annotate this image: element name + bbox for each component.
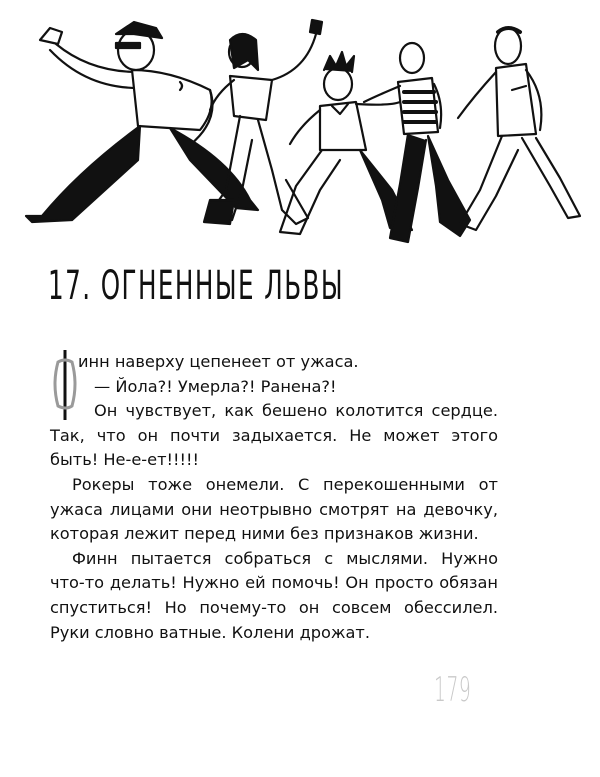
paragraph: инн наверху цепенеет от ужаса. xyxy=(78,352,359,371)
rocker-figure-4 xyxy=(364,43,470,242)
paragraph: Финн пытается собраться с мыслями. Нужно что-то делать! Нужно ей помочь! Он просто обязан спуститься! Но почему-то он совсем обессилел. Руки словно ватные. Колени дрожат. xyxy=(50,548,498,642)
rocker-figure-3 xyxy=(280,52,412,234)
paragraph: Он чувствует, как бешено колотится сердце. Так, что он почти задыхается. Не может этого быть! Не-е-ет!!!!! xyxy=(50,401,498,470)
chapter-title: 17. ОГНЕННЫЕ ЛЬВЫ xyxy=(48,262,345,309)
rockers-illustration xyxy=(20,10,585,245)
rocker-figure-5 xyxy=(458,28,580,230)
paragraph: Рокеры тоже онемели. С перекошенными от ужаса лицами они неотрывно смотрят на девочку, которая лежит перед ними без признаков жизни. xyxy=(50,474,498,544)
page-number: 179 xyxy=(434,670,472,710)
chapter-body xyxy=(50,350,498,645)
paragraph: — Йола?! Умерла?! Ранена?! xyxy=(94,376,337,396)
rocker-figure-1 xyxy=(26,22,258,222)
